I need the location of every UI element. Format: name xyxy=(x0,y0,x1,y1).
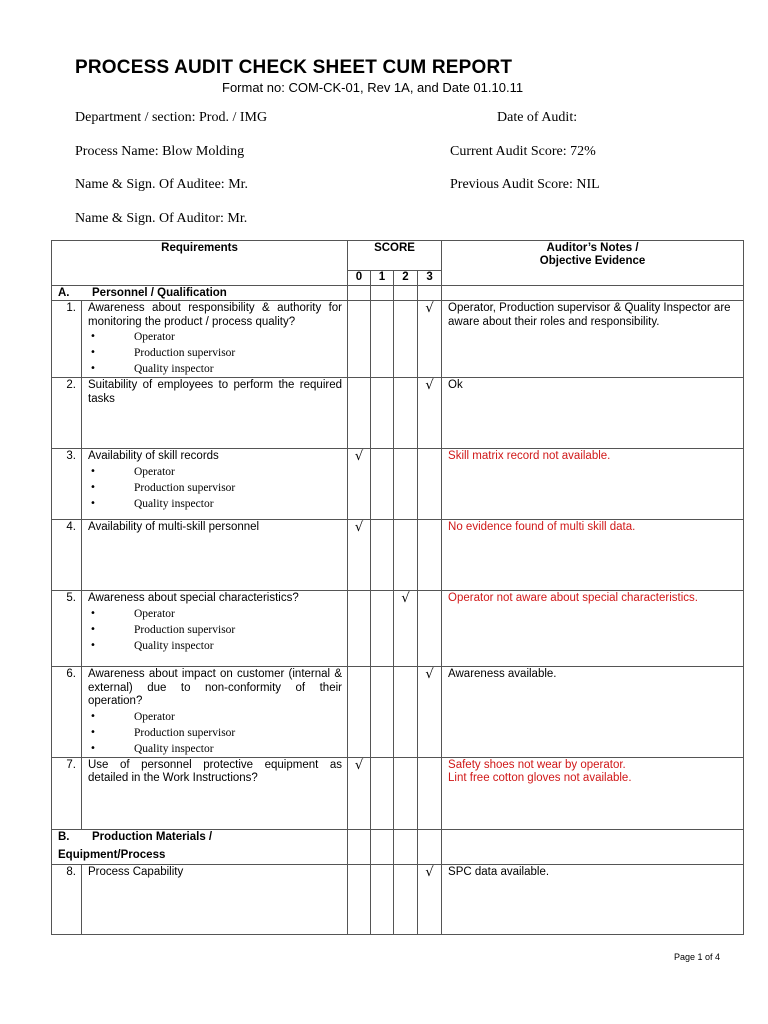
score-cell-2 xyxy=(394,757,418,829)
note-text: Operator, Production supervisor & Quality Inspector are aware about their roles and responsibility. xyxy=(448,302,731,328)
score-cell xyxy=(418,286,442,301)
auditor-notes-cell xyxy=(442,667,744,758)
requirement-cell xyxy=(82,378,348,449)
item-number: 4. xyxy=(52,520,82,591)
score-cell-3 xyxy=(418,449,442,520)
check-mark-icon: √ xyxy=(354,520,364,535)
score-cell-0 xyxy=(348,520,371,591)
section-a-row-title: A. Personnel / Qualification xyxy=(52,286,348,301)
score-header: SCORE xyxy=(348,241,442,271)
score-cell-2 xyxy=(394,864,418,934)
score-cell-3 xyxy=(418,591,442,667)
score-cell-2 xyxy=(394,591,418,667)
requirement-cell xyxy=(82,301,348,378)
note-text: Lint free cotton gloves not available. xyxy=(448,772,632,784)
check-mark-icon: √ xyxy=(354,757,364,773)
bullet-list xyxy=(88,329,342,377)
note-text: Operator not aware about special characteristics. xyxy=(448,592,698,604)
audit-table xyxy=(51,240,744,935)
requirements-header: Requirements xyxy=(52,241,348,286)
item-number: 7. xyxy=(52,757,82,829)
requirement-text: Awareness about special characteristics? xyxy=(88,592,299,604)
requirement-cell xyxy=(82,449,348,520)
score-cell xyxy=(371,286,394,301)
list-item: • Production supervisor xyxy=(88,622,342,638)
list-item: • Quality inspector xyxy=(88,741,342,757)
score-cell-2 xyxy=(394,449,418,520)
note-text: No evidence found of multi skill data. xyxy=(448,521,636,533)
list-item: • Operator xyxy=(88,606,342,622)
check-mark-icon: √ xyxy=(425,378,434,393)
score-cell-2 xyxy=(394,520,418,591)
requirement-text: Use of personnel protective equipment as detailed in the Work Instructions? xyxy=(88,758,342,784)
previous-audit-score-field: Previous Audit Score: NIL xyxy=(450,177,600,192)
check-mark-icon: √ xyxy=(401,591,410,606)
list-item: • Production supervisor xyxy=(88,725,342,741)
date-of-audit-field: Date of Audit: xyxy=(497,110,578,125)
list-item: • Quality inspector xyxy=(88,361,342,377)
page-title: PROCESS AUDIT CHECK SHEET CUM REPORT xyxy=(75,57,513,78)
auditor-notes-cell xyxy=(442,449,744,520)
table-row xyxy=(52,378,744,449)
auditor-notes-cell xyxy=(442,301,744,378)
notes-cell xyxy=(442,286,744,301)
requirement-text: Availability of multi-skill personnel xyxy=(88,521,260,533)
score-cell-3 xyxy=(418,864,442,934)
note-text: Ok xyxy=(448,379,463,391)
check-mark-icon: √ xyxy=(425,864,434,880)
requirement-text: Process Capability xyxy=(88,865,184,878)
score-cell-2 xyxy=(394,667,418,758)
requirement-cell xyxy=(82,864,348,934)
score-cell-1 xyxy=(371,301,394,378)
list-item: • Operator xyxy=(88,709,342,725)
note-text: Awareness available. xyxy=(448,668,557,680)
table-row xyxy=(52,301,744,378)
auditor-notes-header: Auditor’s Notes / Objective Evidence xyxy=(442,241,744,286)
item-number: 8. xyxy=(52,864,82,934)
auditee-field: Name & Sign. Of Auditee: Mr. xyxy=(75,177,249,192)
audit-table-body xyxy=(52,286,744,935)
score-cell-0 xyxy=(348,449,371,520)
score-cell-0 xyxy=(348,864,371,934)
check-mark-icon: √ xyxy=(425,301,434,316)
item-number: 2. xyxy=(52,378,82,449)
score-cell xyxy=(371,829,394,864)
requirement-text: Awareness about impact on customer (internal & external) due to non-conformity of their operation? xyxy=(88,668,342,707)
score-cell-0 xyxy=(348,757,371,829)
score-cell xyxy=(418,829,442,864)
score-cell-3 xyxy=(418,378,442,449)
score-cell-3 xyxy=(418,757,442,829)
list-item: • Quality inspector xyxy=(88,638,342,654)
auditor-notes-cell xyxy=(442,757,744,829)
note-text: Skill matrix record not available. xyxy=(448,450,611,462)
item-number: 5. xyxy=(52,591,82,667)
bullet-list xyxy=(88,709,342,757)
notes-cell xyxy=(442,829,744,864)
requirement-cell xyxy=(82,591,348,667)
score-cell-1 xyxy=(371,449,394,520)
page-number: Page 1 of 4 xyxy=(674,952,721,962)
list-item: • Operator xyxy=(88,464,342,480)
requirement-text: Awareness about responsibility & authority for monitoring the product / process quality? xyxy=(88,302,342,328)
check-mark-icon: √ xyxy=(354,449,364,464)
requirement-cell xyxy=(82,757,348,829)
score-cell-1 xyxy=(371,378,394,449)
bullet-list xyxy=(88,464,342,512)
table-row xyxy=(52,449,744,520)
section-b-row xyxy=(52,829,744,864)
table-row xyxy=(52,667,744,758)
check-mark-icon: √ xyxy=(425,667,434,682)
auditor-field: Name & Sign. Of Auditor: Mr. xyxy=(75,211,248,226)
auditor-notes-cell xyxy=(442,520,744,591)
department-field: Department / section: Prod. / IMG xyxy=(75,110,268,125)
score-level-3: 3 xyxy=(418,271,442,286)
score-cell-2 xyxy=(394,378,418,449)
item-number: 1. xyxy=(52,301,82,378)
note-text: Safety shoes not wear by operator. xyxy=(448,758,626,771)
list-item: • Operator xyxy=(88,329,342,345)
score-cell-1 xyxy=(371,520,394,591)
table-row xyxy=(52,757,744,829)
score-cell-0 xyxy=(348,301,371,378)
score-cell-0 xyxy=(348,378,371,449)
score-cell-1 xyxy=(371,591,394,667)
score-cell-1 xyxy=(371,667,394,758)
current-audit-score-field: Current Audit Score: 72% xyxy=(450,144,596,159)
format-number: Format no: COM-CK-01, Rev 1A, and Date 01.10.11 xyxy=(222,80,524,95)
score-cell xyxy=(348,286,371,301)
score-level-1: 1 xyxy=(371,271,394,286)
auditor-notes-cell xyxy=(442,591,744,667)
score-cell xyxy=(394,829,418,864)
table-row xyxy=(52,591,744,667)
score-cell xyxy=(348,829,371,864)
item-number: 3. xyxy=(52,449,82,520)
list-item: • Quality inspector xyxy=(88,496,342,512)
requirement-cell xyxy=(82,520,348,591)
list-item: • Production supervisor xyxy=(88,345,342,361)
bullet-list xyxy=(88,606,342,654)
score-cell xyxy=(394,286,418,301)
requirement-cell xyxy=(82,667,348,758)
process-name-field: Process Name: Blow Molding xyxy=(75,144,245,159)
auditor-notes-cell xyxy=(442,864,744,934)
score-cell-3 xyxy=(418,520,442,591)
score-cell-2 xyxy=(394,301,418,378)
score-cell-3 xyxy=(418,667,442,758)
requirement-text: Availability of skill records xyxy=(88,450,219,462)
score-cell-0 xyxy=(348,591,371,667)
auditor-notes-cell xyxy=(442,378,744,449)
score-cell-3 xyxy=(418,301,442,378)
section-a-row xyxy=(52,286,744,301)
score-cell-0 xyxy=(348,667,371,758)
section-b-row-title: B. Production Materials / Equipment/Process xyxy=(52,829,348,864)
table-row xyxy=(52,520,744,591)
list-item: • Production supervisor xyxy=(88,480,342,496)
score-level-2: 2 xyxy=(394,271,418,286)
table-row xyxy=(52,864,744,934)
score-cell-1 xyxy=(371,864,394,934)
score-level-0: 0 xyxy=(348,271,371,286)
item-number: 6. xyxy=(52,667,82,758)
score-cell-1 xyxy=(371,757,394,829)
note-text: SPC data available. xyxy=(448,865,550,878)
requirement-text: Suitability of employees to perform the required tasks xyxy=(88,379,342,405)
